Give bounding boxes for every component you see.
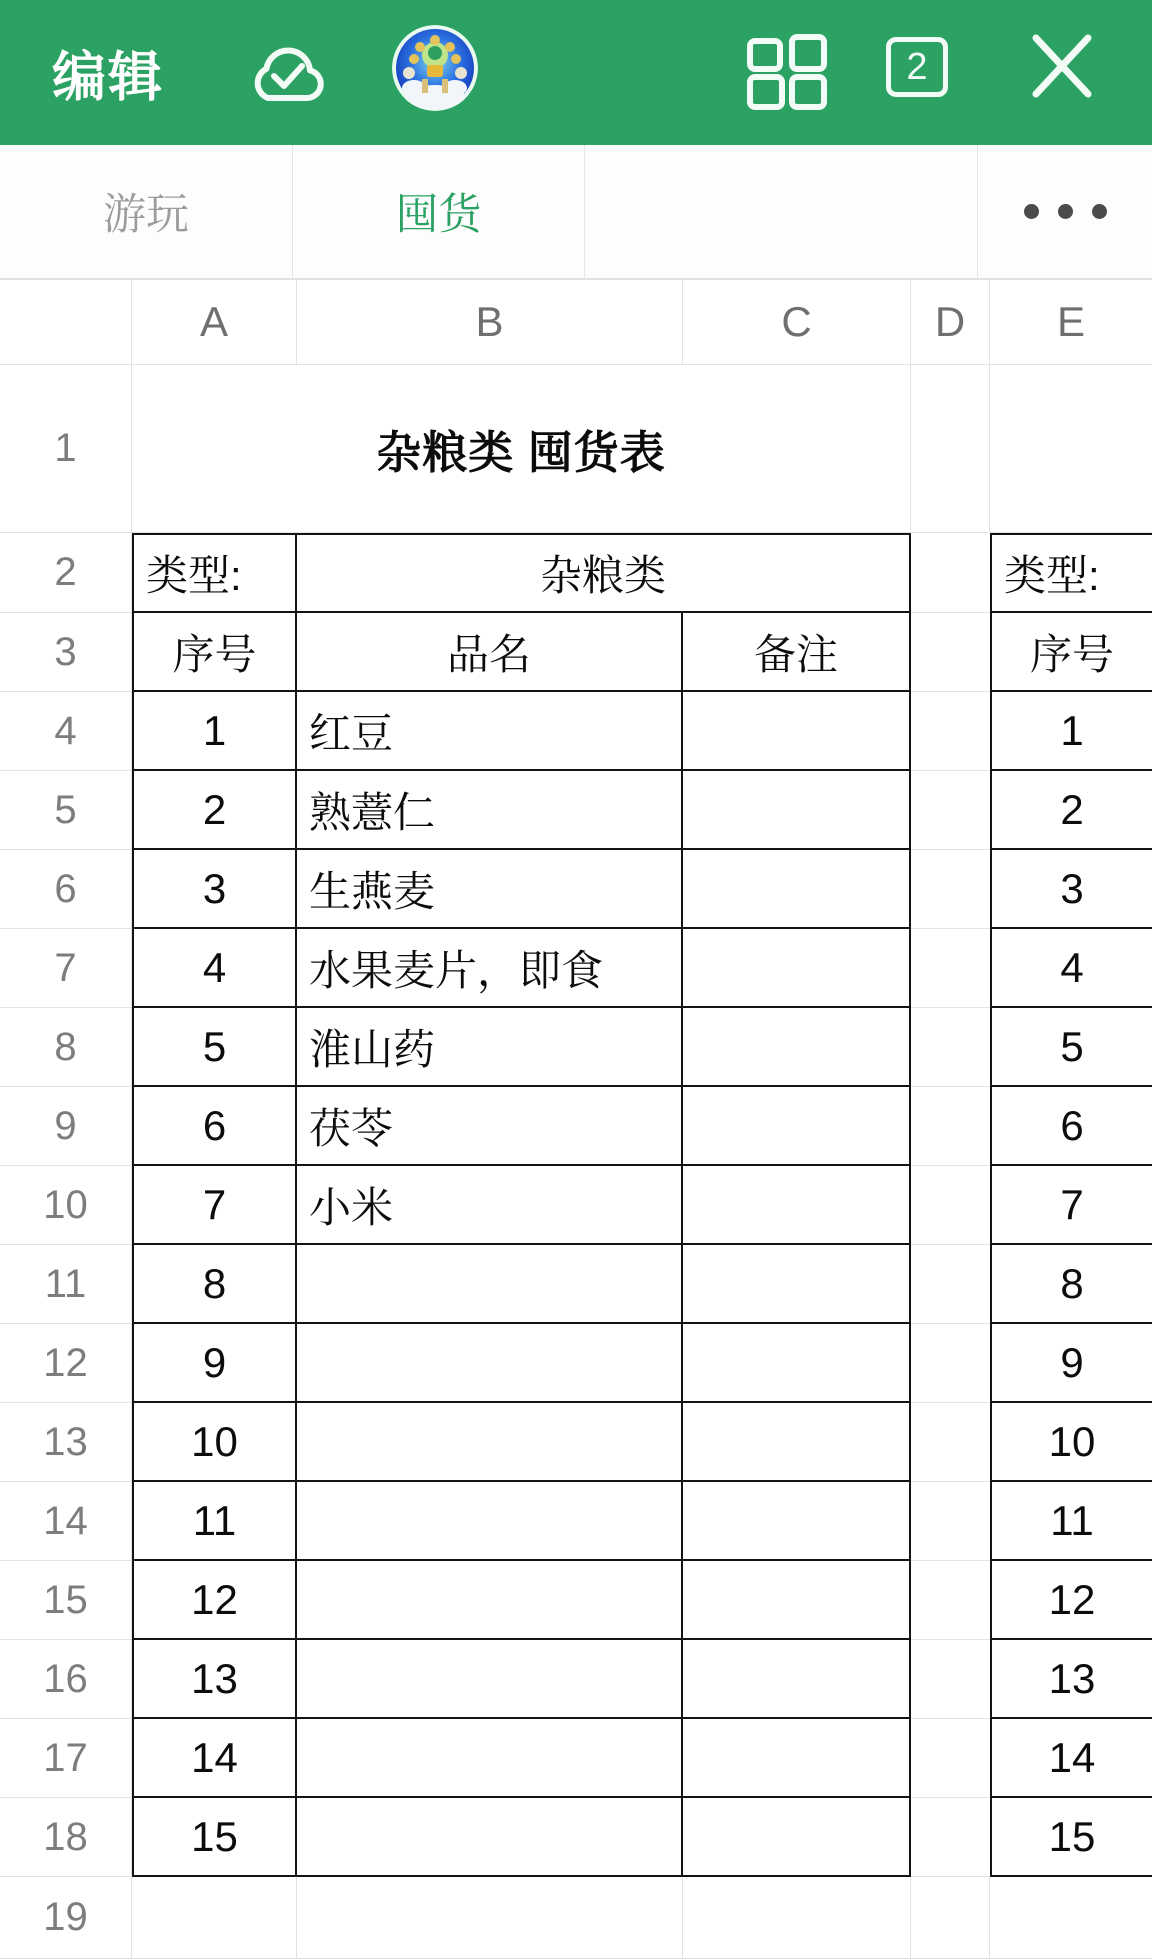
cell-C16[interactable] bbox=[683, 1640, 911, 1719]
cell-C11[interactable] bbox=[683, 1245, 911, 1324]
sheet-count-label: 2 bbox=[906, 45, 928, 88]
sheet-row-17 bbox=[0, 1719, 1152, 1798]
cell-E18[interactable]: 15 bbox=[990, 1798, 1152, 1877]
cell-D1[interactable] bbox=[911, 365, 990, 533]
cell-B17[interactable] bbox=[297, 1719, 683, 1798]
cell-B10[interactable]: 小米 bbox=[297, 1166, 683, 1245]
cell-E4[interactable]: 1 bbox=[990, 692, 1152, 771]
sheet-row-8 bbox=[0, 1008, 1152, 1087]
cell-D19[interactable] bbox=[911, 1877, 990, 1959]
cell-B3[interactable]: 品名 bbox=[297, 613, 683, 692]
cell-B6[interactable]: 生燕麦 bbox=[297, 850, 683, 929]
cell-D4[interactable] bbox=[911, 692, 990, 771]
sheet-row-14 bbox=[0, 1482, 1152, 1561]
row-header-6[interactable]: 6 bbox=[0, 850, 132, 929]
sheet-row-2 bbox=[0, 533, 1152, 613]
ellipsis-icon bbox=[1024, 204, 1039, 219]
cell-B19[interactable] bbox=[297, 1877, 683, 1959]
cell-C3[interactable]: 备注 bbox=[683, 613, 911, 692]
cell-D18[interactable] bbox=[911, 1798, 990, 1877]
cell-C12[interactable] bbox=[683, 1324, 911, 1403]
column-header-B[interactable]: B bbox=[297, 280, 683, 365]
grid-view-icon[interactable] bbox=[744, 31, 834, 111]
sheet-row-1 bbox=[0, 365, 1152, 533]
sheet-row-12 bbox=[0, 1324, 1152, 1403]
row-header-3[interactable]: 3 bbox=[0, 613, 132, 692]
cell-D17[interactable] bbox=[911, 1719, 990, 1798]
cell-A13[interactable]: 10 bbox=[132, 1403, 297, 1482]
cell-A2[interactable]: 类型: bbox=[132, 533, 297, 613]
column-header-E[interactable]: E bbox=[990, 280, 1152, 365]
row-header-16[interactable]: 16 bbox=[0, 1640, 132, 1719]
cell-A8[interactable]: 5 bbox=[132, 1008, 297, 1087]
cell-A10[interactable]: 7 bbox=[132, 1166, 297, 1245]
column-header-C[interactable]: C bbox=[683, 280, 911, 365]
cell-D15[interactable] bbox=[911, 1561, 990, 1640]
cell-D6[interactable] bbox=[911, 850, 990, 929]
cell-E8[interactable]: 5 bbox=[990, 1008, 1152, 1087]
cell-B15[interactable] bbox=[297, 1561, 683, 1640]
sheet-row-15 bbox=[0, 1561, 1152, 1640]
row-header-4[interactable]: 4 bbox=[0, 692, 132, 771]
cell-E7[interactable]: 4 bbox=[990, 929, 1152, 1008]
sheet-row-4 bbox=[0, 692, 1152, 771]
cell-A1-merged-title[interactable]: 杂粮类 囤货表 bbox=[132, 365, 911, 533]
row-header-14[interactable]: 14 bbox=[0, 1482, 132, 1561]
cell-A4[interactable]: 1 bbox=[132, 692, 297, 771]
tab-tunhuo-label: 囤货 bbox=[395, 191, 482, 239]
tabbar-empty-area bbox=[585, 145, 978, 278]
cell-D10[interactable] bbox=[911, 1166, 990, 1245]
tab-youwan[interactable] bbox=[0, 145, 293, 278]
cell-C15[interactable] bbox=[683, 1561, 911, 1640]
cell-B11[interactable] bbox=[297, 1245, 683, 1324]
close-icon[interactable] bbox=[1028, 32, 1096, 100]
cell-D9[interactable] bbox=[911, 1087, 990, 1166]
row-header-1[interactable]: 1 bbox=[0, 365, 132, 533]
cell-B14[interactable] bbox=[297, 1482, 683, 1561]
cell-C6[interactable] bbox=[683, 850, 911, 929]
cell-B2-merged[interactable]: 杂粮类 bbox=[297, 533, 911, 613]
cell-A18[interactable]: 15 bbox=[132, 1798, 297, 1877]
row-header-5[interactable]: 5 bbox=[0, 771, 132, 850]
cell-A16[interactable]: 13 bbox=[132, 1640, 297, 1719]
sheet-row-19 bbox=[0, 1877, 1152, 1959]
cell-B4[interactable]: 红豆 bbox=[297, 692, 683, 771]
cell-D2[interactable] bbox=[911, 533, 990, 613]
cell-E3[interactable]: 序号 bbox=[990, 613, 1152, 692]
cell-A19[interactable] bbox=[132, 1877, 297, 1959]
cell-C18[interactable] bbox=[683, 1798, 911, 1877]
cell-D8[interactable] bbox=[911, 1008, 990, 1087]
cell-C9[interactable] bbox=[683, 1087, 911, 1166]
cell-E17[interactable]: 14 bbox=[990, 1719, 1152, 1798]
cell-A11[interactable]: 8 bbox=[132, 1245, 297, 1324]
cell-C10[interactable] bbox=[683, 1166, 911, 1245]
cell-B16[interactable] bbox=[297, 1640, 683, 1719]
row-header-15[interactable]: 15 bbox=[0, 1561, 132, 1640]
cell-B13[interactable] bbox=[297, 1403, 683, 1482]
cell-E5[interactable]: 2 bbox=[990, 771, 1152, 850]
cell-E19[interactable] bbox=[990, 1877, 1152, 1959]
spreadsheet bbox=[0, 280, 1152, 1959]
cell-A5[interactable]: 2 bbox=[132, 771, 297, 850]
cell-D12[interactable] bbox=[911, 1324, 990, 1403]
sheet-tab-bar bbox=[0, 145, 1152, 280]
sheet-row-6 bbox=[0, 850, 1152, 929]
cell-E13[interactable]: 10 bbox=[990, 1403, 1152, 1482]
cell-A6[interactable]: 3 bbox=[132, 850, 297, 929]
row-header-8[interactable]: 8 bbox=[0, 1008, 132, 1087]
cell-E10[interactable]: 7 bbox=[990, 1166, 1152, 1245]
row-header-9[interactable]: 9 bbox=[0, 1087, 132, 1166]
cell-E12[interactable]: 9 bbox=[990, 1324, 1152, 1403]
cell-E9[interactable]: 6 bbox=[990, 1087, 1152, 1166]
cell-B18[interactable] bbox=[297, 1798, 683, 1877]
top-app-bar bbox=[0, 0, 1152, 145]
cell-E6[interactable]: 3 bbox=[990, 850, 1152, 929]
cell-C4[interactable] bbox=[683, 692, 911, 771]
row-header-2[interactable]: 2 bbox=[0, 533, 132, 613]
cell-E15[interactable]: 12 bbox=[990, 1561, 1152, 1640]
column-header-D[interactable]: D bbox=[911, 280, 990, 365]
cell-D3[interactable] bbox=[911, 613, 990, 692]
row-header-7[interactable]: 7 bbox=[0, 929, 132, 1008]
row-header-12[interactable]: 12 bbox=[0, 1324, 132, 1403]
sheet-row-16 bbox=[0, 1640, 1152, 1719]
cell-A17[interactable]: 14 bbox=[132, 1719, 297, 1798]
select-all-corner[interactable] bbox=[0, 280, 132, 365]
sheet-row-3 bbox=[0, 613, 1152, 692]
cell-C14[interactable] bbox=[683, 1482, 911, 1561]
cell-A14[interactable]: 11 bbox=[132, 1482, 297, 1561]
tab-tunhuo-active[interactable] bbox=[293, 145, 585, 278]
cell-E14[interactable]: 11 bbox=[990, 1482, 1152, 1561]
cell-C7[interactable] bbox=[683, 929, 911, 1008]
tab-youwan-label: 游玩 bbox=[103, 191, 189, 239]
cell-A3[interactable]: 序号 bbox=[132, 613, 297, 692]
cell-E2[interactable]: 类型: bbox=[990, 533, 1152, 613]
cell-C5[interactable] bbox=[683, 771, 911, 850]
sheet-row-10 bbox=[0, 1166, 1152, 1245]
cell-C17[interactable] bbox=[683, 1719, 911, 1798]
cell-B12[interactable] bbox=[297, 1324, 683, 1403]
avatar[interactable] bbox=[392, 25, 478, 111]
cell-C13[interactable] bbox=[683, 1403, 911, 1482]
row-header-19[interactable]: 19 bbox=[0, 1877, 132, 1959]
sheet-row-11 bbox=[0, 1245, 1152, 1324]
cloud-sync-done-icon[interactable] bbox=[246, 36, 328, 108]
sheet-options-button[interactable] bbox=[978, 145, 1152, 278]
edit-mode-title: 编辑 bbox=[52, 47, 164, 107]
cell-D5[interactable] bbox=[911, 771, 990, 850]
cell-D16[interactable] bbox=[911, 1640, 990, 1719]
row-header-13[interactable]: 13 bbox=[0, 1403, 132, 1482]
column-header-row bbox=[0, 280, 1152, 365]
cell-E11[interactable]: 8 bbox=[990, 1245, 1152, 1324]
cell-D11[interactable] bbox=[911, 1245, 990, 1324]
row-header-10[interactable]: 10 bbox=[0, 1166, 132, 1245]
cell-E1[interactable] bbox=[990, 365, 1152, 533]
ellipsis-icon bbox=[1092, 204, 1107, 219]
data-rows bbox=[0, 692, 1152, 1877]
cell-A15[interactable]: 12 bbox=[132, 1561, 297, 1640]
cell-B9[interactable]: 茯苓 bbox=[297, 1087, 683, 1166]
cell-A9[interactable]: 6 bbox=[132, 1087, 297, 1166]
sheet-row-18 bbox=[0, 1798, 1152, 1877]
cell-B7[interactable]: 水果麦片，即食 bbox=[297, 929, 683, 1008]
cell-D14[interactable] bbox=[911, 1482, 990, 1561]
cell-C8[interactable] bbox=[683, 1008, 911, 1087]
cell-C19[interactable] bbox=[683, 1877, 911, 1959]
sheet-count-box[interactable] bbox=[886, 37, 948, 97]
sheet-row-7 bbox=[0, 929, 1152, 1008]
sheet-row-9 bbox=[0, 1087, 1152, 1166]
cell-A7[interactable]: 4 bbox=[132, 929, 297, 1008]
cell-B8[interactable]: 淮山药 bbox=[297, 1008, 683, 1087]
sheet-row-13 bbox=[0, 1403, 1152, 1482]
row-header-17[interactable]: 17 bbox=[0, 1719, 132, 1798]
cell-B5[interactable]: 熟薏仁 bbox=[297, 771, 683, 850]
ellipsis-icon bbox=[1058, 204, 1073, 219]
row-header-18[interactable]: 18 bbox=[0, 1798, 132, 1877]
cell-A12[interactable]: 9 bbox=[132, 1324, 297, 1403]
cell-E16[interactable]: 13 bbox=[990, 1640, 1152, 1719]
cell-D7[interactable] bbox=[911, 929, 990, 1008]
sheet-row-5 bbox=[0, 771, 1152, 850]
column-header-A[interactable]: A bbox=[132, 280, 297, 365]
row-header-11[interactable]: 11 bbox=[0, 1245, 132, 1324]
cell-D13[interactable] bbox=[911, 1403, 990, 1482]
